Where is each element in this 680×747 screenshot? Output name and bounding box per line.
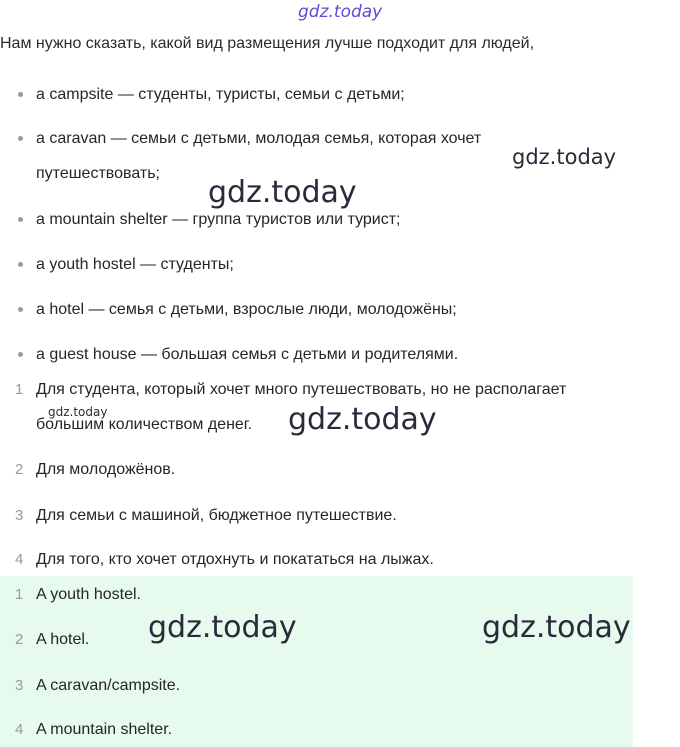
question-text-continued: большим количеством денег. xyxy=(36,416,253,433)
list-item-text-continued: путешествовать; xyxy=(36,165,160,182)
bullet-dot-icon xyxy=(18,92,23,97)
question-text: Для молодожёнов. xyxy=(36,461,176,478)
watermark: gdz.today xyxy=(48,405,108,419)
list-item-text: a campsite — студенты, туристы, семьи с детьми; xyxy=(36,86,405,103)
answer-number: 2 xyxy=(15,631,24,648)
list-item-text: a guest house — большая семья с детьми и родителями. xyxy=(36,346,459,363)
question-text: Для семьи с машиной, бюджетное путешествие. xyxy=(36,507,397,524)
answer-text: A mountain shelter. xyxy=(36,721,173,738)
question-text: Для студента, который хочет много путешествовать, но не располагает xyxy=(36,381,567,398)
bullet-dot-icon xyxy=(18,262,23,267)
list-item-text: a youth hostel — студенты; xyxy=(36,256,234,273)
list-item-text: a caravan — семьи с детьми, молодая семья, которая хочет xyxy=(36,130,482,147)
question-number: 3 xyxy=(15,507,24,524)
list-item-text: a mountain shelter — группа туристов или турист; xyxy=(36,211,401,228)
answer-number: 1 xyxy=(15,586,24,603)
answer-text: A youth hostel. xyxy=(36,586,141,603)
watermark: gdz.today xyxy=(288,402,437,437)
answer-text: A caravan/campsite. xyxy=(36,677,181,694)
bullet-dot-icon xyxy=(18,136,23,141)
question-text: Для того, кто хочет отдохнуть и покататься на лыжах. xyxy=(36,551,434,568)
watermark: gdz.today xyxy=(208,175,357,210)
bullet-dot-icon xyxy=(18,307,23,312)
answer-number: 3 xyxy=(15,677,24,694)
watermark-top: gdz.today xyxy=(298,2,383,22)
answer-text: A hotel. xyxy=(36,631,90,648)
question-number: 1 xyxy=(15,381,24,398)
intro-text: Нам нужно сказать, какой вид размещения лучше подходит для людей, xyxy=(0,35,535,52)
bullet-dot-icon xyxy=(18,217,23,222)
watermark: gdz.today xyxy=(512,145,617,169)
bullet-dot-icon xyxy=(18,352,23,357)
question-number: 4 xyxy=(15,551,24,568)
watermark: gdz.today xyxy=(482,610,631,645)
answer-number: 4 xyxy=(15,721,24,738)
question-number: 2 xyxy=(15,461,24,478)
list-item-text: a hotel — семья с детьми, взрослые люди, молодожёны; xyxy=(36,301,457,318)
watermark: gdz.today xyxy=(148,610,297,645)
